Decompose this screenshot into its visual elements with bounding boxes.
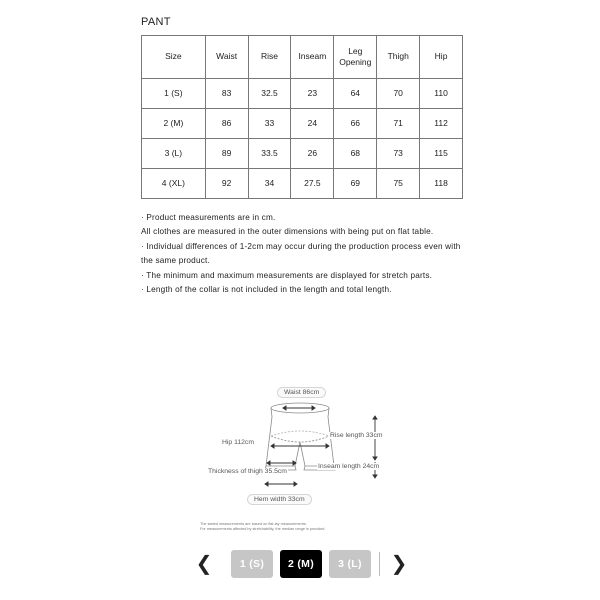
hip-label: Hip 112cm: [222, 439, 254, 446]
pager-divider: [379, 552, 380, 576]
cell-waist: 83: [205, 79, 248, 109]
header-rise: Rise: [248, 36, 291, 79]
cell-thigh: 71: [377, 109, 420, 139]
header-inseam: Inseam: [291, 36, 334, 79]
cell-size: 4 (XL): [142, 169, 206, 199]
table-row: [142, 109, 463, 139]
hem-label: Hem width 33cm: [247, 494, 312, 505]
cell-rise: 34: [248, 169, 291, 199]
note-line: · Length of the collar is not included in the length and total length.: [141, 285, 392, 295]
cell-inseam: 27.5: [291, 169, 334, 199]
cell-size: 3 (L): [142, 139, 206, 169]
cell-hip: 112: [420, 109, 463, 139]
table-header-row: [142, 36, 463, 79]
header-leg-opening: [334, 36, 377, 79]
cell-hip: 118: [420, 169, 463, 199]
cell-inseam: 23: [291, 79, 334, 109]
header-thigh: Thigh: [377, 36, 420, 79]
cell-size: 2 (M): [142, 109, 206, 139]
table-row: [142, 79, 463, 109]
cell-thigh: 70: [377, 79, 420, 109]
header-hip: Hip: [420, 36, 463, 79]
section-title: PANT: [141, 16, 171, 28]
measurement-notes: [141, 211, 461, 297]
note-line: · Individual differences of 1-2cm may occur during the production process even with the same product.: [141, 241, 461, 266]
pants-outline-illustration: [195, 384, 410, 512]
waist-label: Waist 86cm: [277, 387, 326, 398]
cell-leg-opening: 66: [334, 109, 377, 139]
fine-print: [200, 522, 325, 532]
cell-hip: 110: [420, 79, 463, 109]
cell-leg-opening: 68: [334, 139, 377, 169]
cell-waist: 92: [205, 169, 248, 199]
table-row: [142, 139, 463, 169]
header-leg-opening-line2: Opening: [339, 57, 372, 67]
cell-thigh: 75: [377, 169, 420, 199]
cell-size: 1 (S): [142, 79, 206, 109]
table-row: [142, 169, 463, 199]
cell-waist: 86: [205, 109, 248, 139]
fine-print-line: For measurements affected by stretchability, the median range is provided.: [200, 527, 326, 532]
size-button-3-l[interactable]: 3 (L): [329, 550, 371, 578]
chevron-left-icon[interactable]: ❮: [195, 553, 213, 575]
thigh-label: Thickness of thigh 35.5cm: [208, 468, 287, 475]
cell-inseam: 26: [291, 139, 334, 169]
fine-print-line: The stated measurements are based on flat-lay measurements.: [200, 522, 307, 526]
cell-thigh: 73: [377, 139, 420, 169]
size-button-2-m[interactable]: 2 (M): [280, 550, 322, 578]
chevron-right-icon[interactable]: ❯: [390, 553, 408, 575]
size-selector: [195, 550, 407, 578]
cell-waist: 89: [205, 139, 248, 169]
header-leg-opening-line1: Leg: [348, 45, 363, 56]
note-line: · The minimum and maximum measurements are displayed for stretch parts.: [141, 270, 433, 280]
cell-rise: 33.5: [248, 139, 291, 169]
note-line: All clothes are measured in the outer dimensions with being put on flat table.: [141, 227, 434, 237]
inseam-label: Inseam length 24cm: [318, 463, 380, 470]
pants-measurement-diagram: [195, 384, 410, 512]
note-line: · Product measurements are in cm.: [141, 213, 276, 222]
cell-leg-opening: 69: [334, 169, 377, 199]
size-chart-table: [141, 35, 463, 199]
header-waist: Waist: [205, 36, 248, 79]
cell-leg-opening: 64: [334, 79, 377, 109]
header-size: Size: [142, 36, 206, 79]
cell-inseam: 24: [291, 109, 334, 139]
cell-hip: 115: [420, 139, 463, 169]
cell-rise: 33: [248, 109, 291, 139]
size-button-1-s[interactable]: 1 (S): [231, 550, 273, 578]
rise-label: Rise length 33cm: [330, 432, 383, 439]
cell-rise: 32.5: [248, 79, 291, 109]
